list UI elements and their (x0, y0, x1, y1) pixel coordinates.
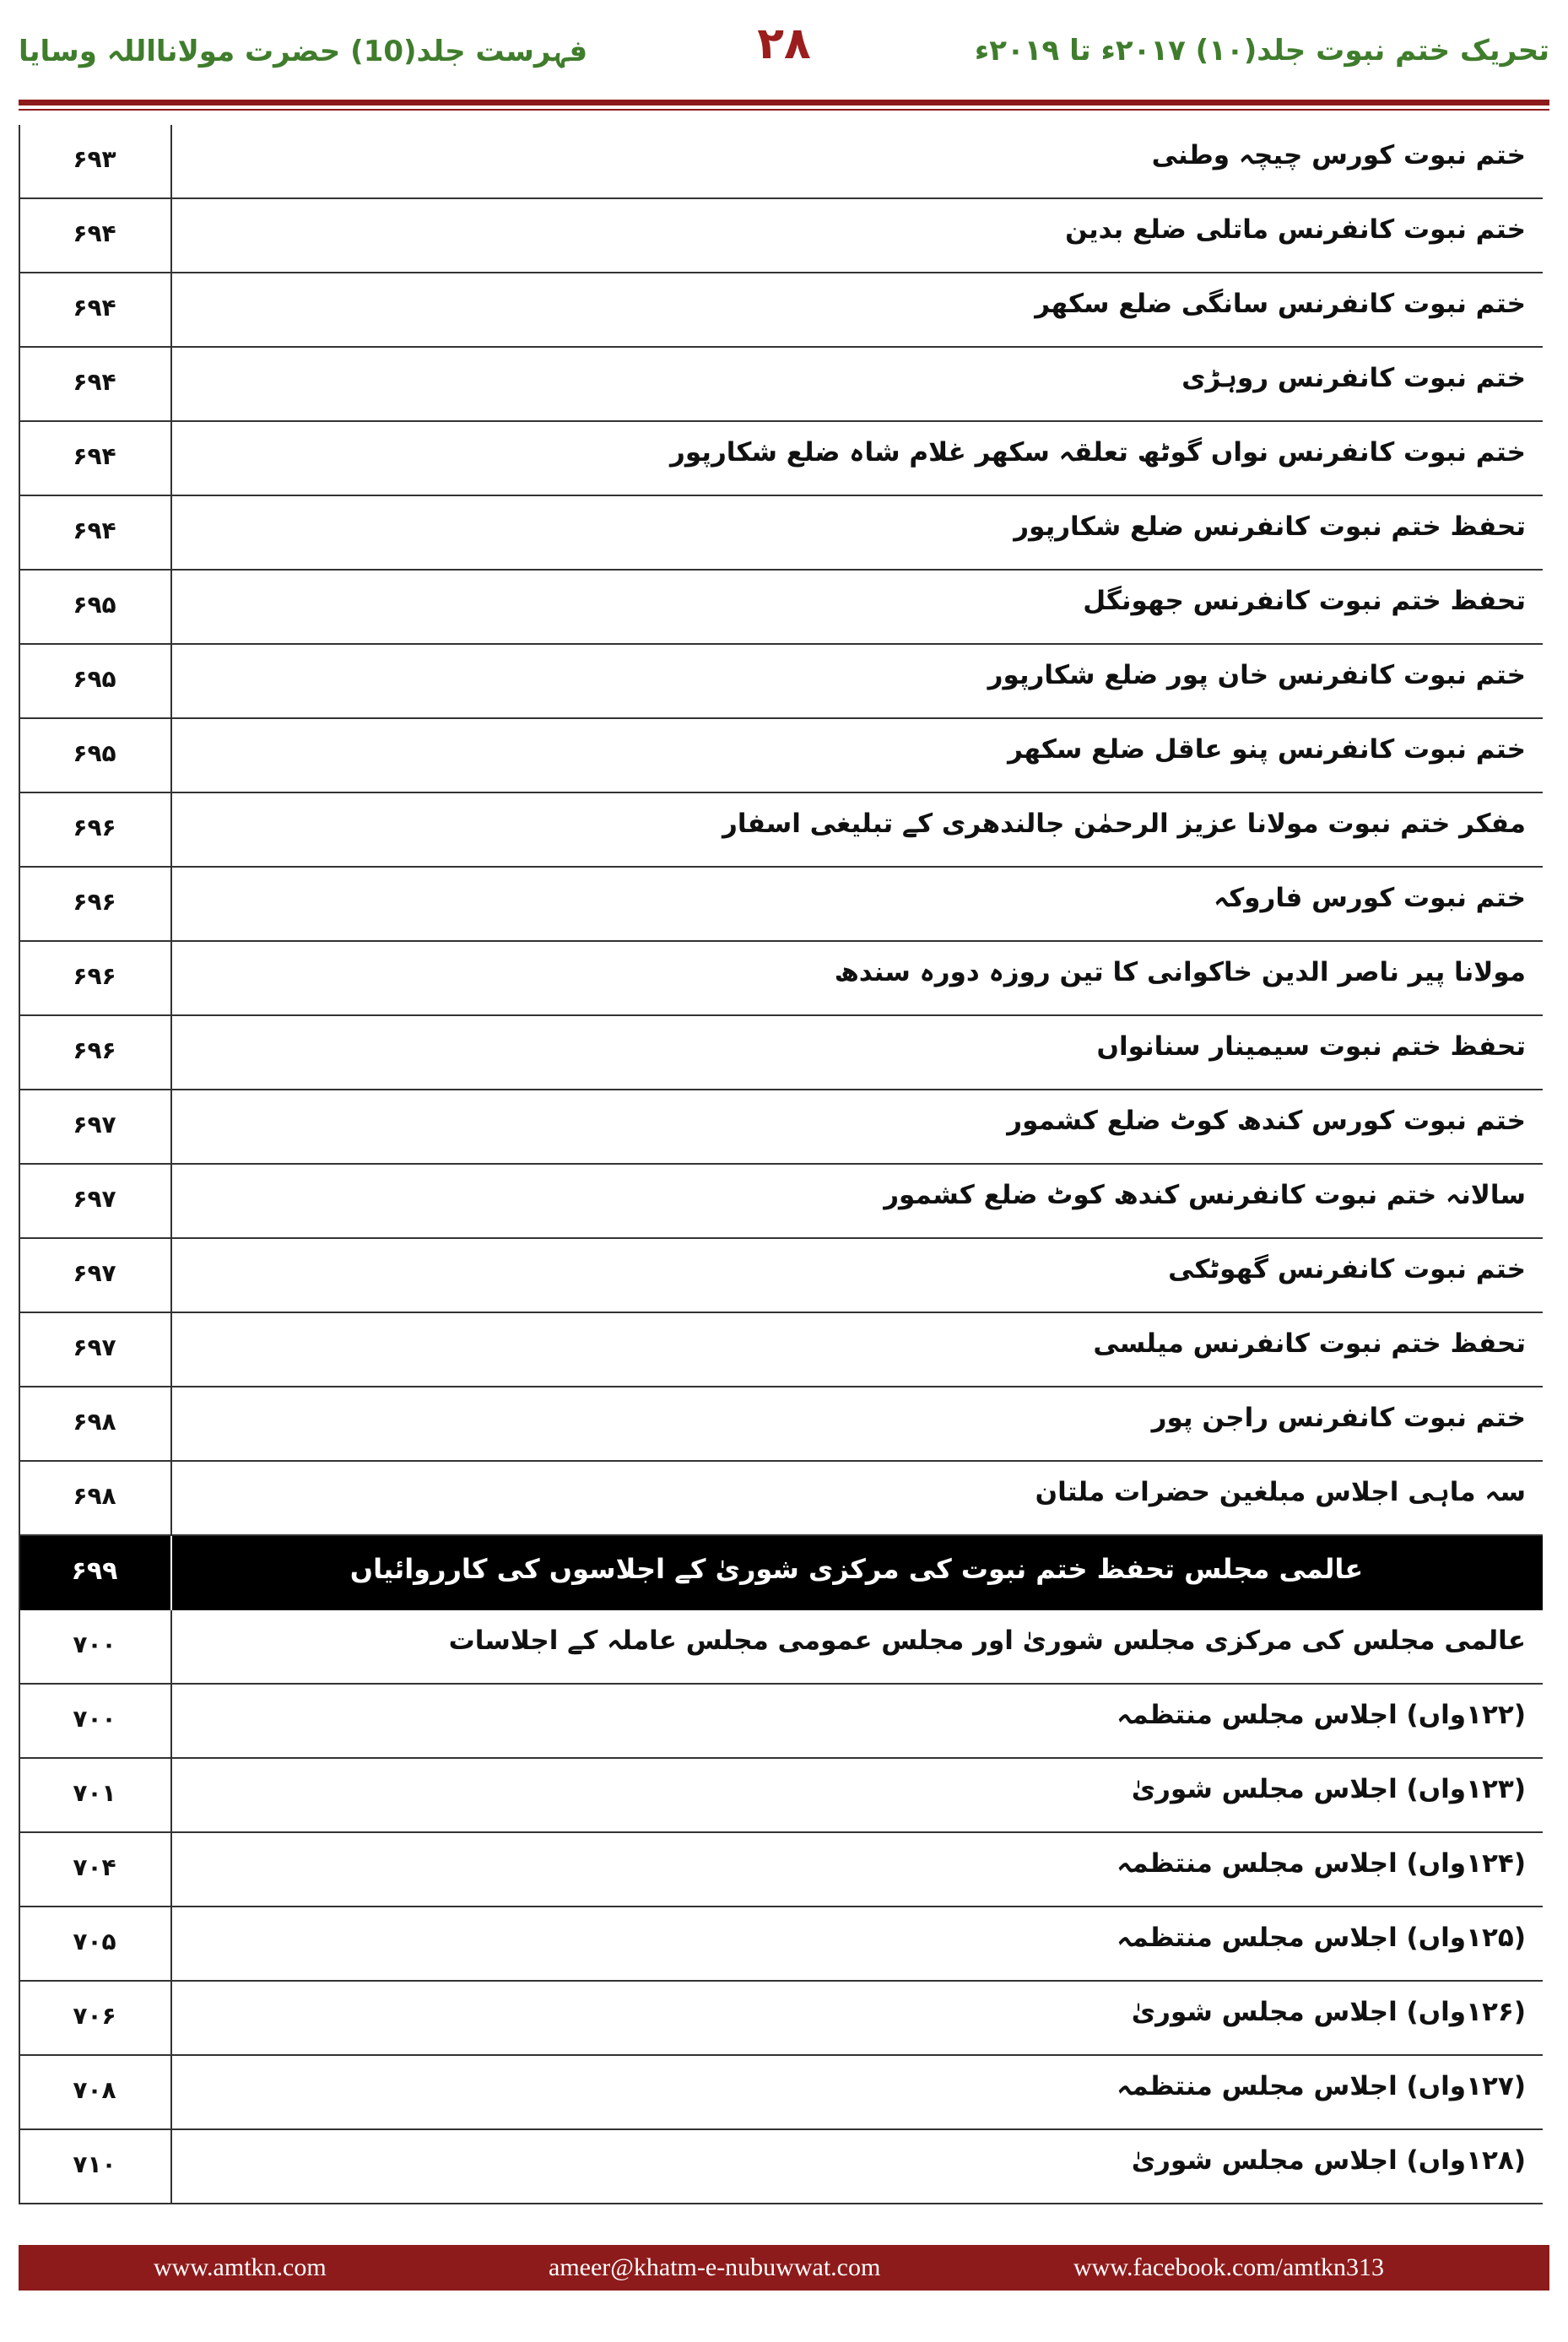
column-divider (170, 571, 172, 645)
toc-entry-page: ۶۹۴ (73, 517, 116, 544)
column-divider (170, 868, 172, 942)
column-divider (170, 1536, 172, 1610)
column-divider (170, 1239, 172, 1313)
column-divider (170, 1833, 172, 1907)
toc-entry-page: ۷۰۰ (73, 1631, 116, 1658)
toc-row[interactable] (19, 1759, 1543, 1833)
toc-entry-page: ۶۹۵ (73, 739, 116, 767)
toc-entry-title: سہ ماہی اجلاس مبلغین حضرات ملتان (1035, 1477, 1526, 1507)
toc-entry-title: (۱۲۸واں) اجلاس مجلس شوریٰ (1131, 2145, 1526, 2176)
column-divider (170, 1685, 172, 1759)
page-footer (19, 2245, 1549, 2291)
toc-entry-page: ۶۹۸ (73, 1482, 116, 1510)
toc-entry-title: ختم نبوت کورس فاروکہ (1214, 883, 1526, 913)
toc-row[interactable] (19, 199, 1543, 273)
toc-row[interactable] (19, 348, 1543, 422)
toc-entry-page: ۶۹۷ (73, 1185, 116, 1213)
toc-entry-page: ۶۹۴ (73, 294, 116, 322)
toc-row[interactable] (19, 1610, 1543, 1685)
toc-entry-title: ختم نبوت کورس چیچہ وطنی (1151, 140, 1526, 170)
toc-row[interactable] (19, 2130, 1543, 2204)
column-divider (170, 1462, 172, 1536)
toc-entry-page: ۶۹۶ (73, 888, 116, 916)
header-rule-thick (19, 100, 1549, 105)
toc-row[interactable] (19, 719, 1543, 793)
column-divider (170, 2056, 172, 2130)
toc-entry-page: ۷۰۵ (73, 1928, 116, 1955)
toc-row[interactable] (19, 1239, 1543, 1313)
table-of-contents (19, 125, 1543, 2204)
toc-row[interactable] (19, 1833, 1543, 1907)
column-divider (170, 645, 172, 719)
column-divider (170, 942, 172, 1016)
toc-entry-title: ختم نبوت کورس کندھ کوٹ ضلع کشمور (1007, 1106, 1526, 1136)
toc-row[interactable] (19, 1685, 1543, 1759)
toc-row[interactable] (19, 942, 1543, 1016)
toc-entry-title: تحفظ ختم نبوت کانفرنس میلسی (1093, 1328, 1526, 1359)
toc-row[interactable] (19, 1165, 1543, 1239)
toc-entry-page: ۷۰۴ (73, 1853, 116, 1881)
toc-row[interactable] (19, 1907, 1543, 1982)
column-divider (170, 1387, 172, 1462)
column-divider (170, 1610, 172, 1685)
toc-row[interactable] (19, 1462, 1543, 1536)
toc-entry-page: ۶۹۸ (73, 1408, 116, 1436)
toc-entry-title: (۱۲۳واں) اجلاس مجلس شوریٰ (1131, 1774, 1526, 1804)
column-divider (170, 348, 172, 422)
column-divider (170, 1759, 172, 1833)
toc-entry-page: ۶۹۷ (73, 1111, 116, 1139)
book-title: تحریک ختم نبوت جلد(۱۰) ۲۰۱۷ء تا ۲۰۱۹ء (974, 34, 1549, 68)
toc-entry-title: (۱۲۲واں) اجلاس مجلس منتظمہ (1117, 1700, 1526, 1730)
toc-entry-page: ۶۹۶ (73, 814, 116, 841)
toc-entry-page: ۷۰۶ (73, 2002, 116, 2030)
footer-facebook-link[interactable]: www.facebook.com/amtkn313 (1073, 2253, 1384, 2281)
toc-entry-title: ختم نبوت کانفرنس راجن پور (1151, 1403, 1526, 1433)
toc-row[interactable] (19, 2056, 1543, 2130)
column-divider (170, 422, 172, 496)
section-banner (19, 1536, 1543, 1610)
column-divider (170, 1907, 172, 1982)
toc-entry-page: ۷۱۰ (73, 2150, 116, 2178)
column-divider (170, 1982, 172, 2056)
banner-title: عالمی مجلس تحفظ ختم نبوت کی مرکزی شوریٰ کے اجلاسوں کی کارروائیاں (349, 1553, 1364, 1585)
toc-entry-page: ۶۹۶ (73, 1036, 116, 1064)
toc-row[interactable] (19, 125, 1543, 199)
toc-entry-page: ۶۹۷ (73, 1333, 116, 1361)
column-divider (170, 1165, 172, 1239)
toc-row[interactable] (19, 571, 1543, 645)
column-divider (170, 2130, 172, 2204)
toc-entry-page: ۷۰۸ (73, 2076, 116, 2104)
column-divider (170, 199, 172, 273)
toc-entry-page: ۶۹۶ (73, 962, 116, 990)
toc-entry-page: ۶۹۵ (73, 591, 116, 619)
column-divider (170, 1313, 172, 1387)
toc-entry-page: ۶۹۴ (73, 368, 116, 396)
toc-entry-title: ختم نبوت کانفرنس سانگی ضلع سکھر (1035, 289, 1526, 319)
toc-entry-page: ۷۰۱ (73, 1779, 116, 1807)
table-left-border (19, 125, 20, 2204)
page-header (0, 0, 1568, 101)
toc-entry-page: ۶۹۵ (73, 665, 116, 693)
toc-entry-title: ختم نبوت کانفرنس نواں گوٹھ تعلقہ سکھر غلام شاہ ضلع شکارپور (670, 437, 1526, 468)
toc-entry-title: ختم نبوت کانفرنس روہڑی (1181, 363, 1526, 393)
toc-entry-title: ختم نبوت کانفرنس گھوٹکی (1168, 1254, 1526, 1285)
toc-row[interactable] (19, 868, 1543, 942)
toc-entry-title: مفکر ختم نبوت مولانا عزیز الرحمٰن جالندھری کے تبلیغی اسفار (722, 809, 1526, 839)
column-divider (170, 793, 172, 868)
toc-entry-title: تحفظ ختم نبوت کانفرنس ضلع شکارپور (1014, 511, 1526, 542)
toc-entry-page: ۶۹۷ (73, 1259, 116, 1287)
header-rule-thin (19, 109, 1549, 111)
toc-entry-page: ۶۹۳ (73, 145, 116, 173)
index-title: فہرست جلد(10) حضرت مولانااللہ وسایا (19, 35, 588, 68)
toc-entry-title: (۱۲۵واں) اجلاس مجلس منتظمہ (1117, 1923, 1526, 1953)
toc-entry-title: تحفظ ختم نبوت کانفرنس جھونگل (1083, 586, 1526, 616)
column-divider (170, 719, 172, 793)
column-divider (170, 125, 172, 199)
toc-entry-title: (۱۲۴واں) اجلاس مجلس منتظمہ (1117, 1848, 1526, 1879)
column-divider (170, 496, 172, 571)
toc-entry-page: ۶۹۴ (73, 219, 116, 247)
toc-row[interactable] (19, 1090, 1543, 1165)
toc-entry-title: ختم نبوت کانفرنس خان پور ضلع شکارپور (987, 660, 1526, 690)
toc-entry-title: مولانا پیر ناصر الدین خاکوانی کا تین روزہ دورہ سندھ (834, 957, 1526, 987)
toc-row[interactable] (19, 273, 1543, 348)
toc-row[interactable] (19, 496, 1543, 571)
toc-entry-title: سالانہ ختم نبوت کانفرنس کندھ کوٹ ضلع کشمور (884, 1180, 1526, 1210)
toc-entry-page: ۷۰۰ (73, 1705, 116, 1733)
toc-row[interactable] (19, 422, 1543, 496)
toc-row[interactable] (19, 1387, 1543, 1462)
toc-entry-title: عالمی مجلس کی مرکزی مجلس شوریٰ اور مجلس عمومی مجلس عاملہ کے اجلاسات (448, 1625, 1526, 1656)
column-divider (170, 273, 172, 348)
toc-entry-title: (۱۲۷واں) اجلاس مجلس منتظمہ (1117, 2071, 1526, 2101)
page-number: ۲۸ (757, 19, 811, 69)
column-divider (170, 1090, 172, 1165)
column-divider (170, 1016, 172, 1090)
toc-row[interactable] (19, 1313, 1543, 1387)
toc-entry-title: ختم نبوت کانفرنس پنو عاقل ضلع سکھر (1008, 734, 1526, 765)
toc-row[interactable] (19, 793, 1543, 868)
row-divider (19, 2203, 1543, 2204)
toc-entry-title: تحفظ ختم نبوت سیمینار سنانواں (1096, 1031, 1526, 1062)
toc-entry-title: (۱۲۶واں) اجلاس مجلس شوریٰ (1131, 1997, 1526, 2027)
footer-email-link[interactable]: ameer@khatm-e-nubuwwat.com (549, 2253, 881, 2281)
banner-page-number: ۶۹۹ (71, 1556, 118, 1586)
footer-website-link[interactable]: www.amtkn.com (154, 2253, 327, 2281)
toc-row[interactable] (19, 1016, 1543, 1090)
toc-entry-page: ۶۹۴ (73, 442, 116, 470)
toc-row[interactable] (19, 1982, 1543, 2056)
toc-entry-title: ختم نبوت کانفرنس ماتلی ضلع بدین (1065, 214, 1526, 245)
toc-row[interactable] (19, 645, 1543, 719)
